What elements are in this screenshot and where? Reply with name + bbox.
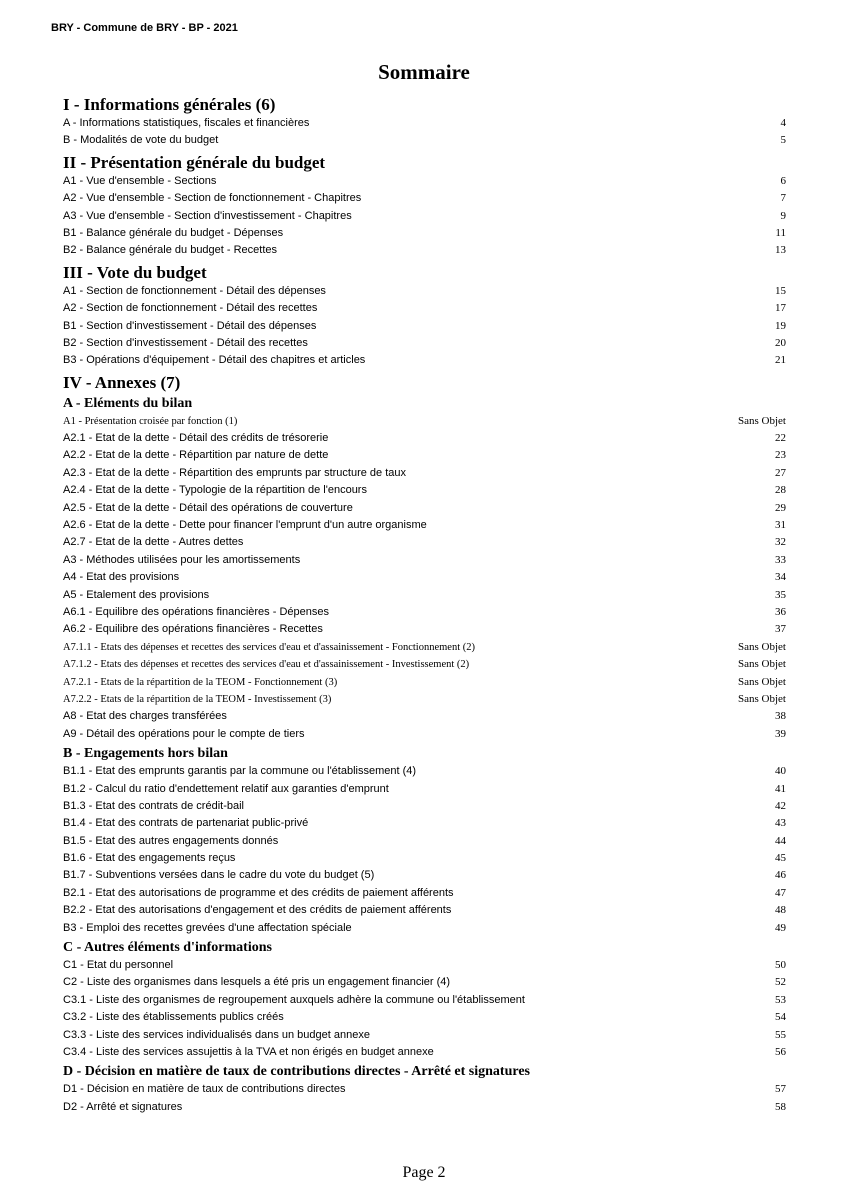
toc-entry-page: 56 (775, 1045, 786, 1058)
toc-entry[interactable] (63, 920, 786, 937)
section-heading: IV - Annexes (7) (63, 372, 181, 392)
toc-entry-page: Sans Objet (738, 692, 786, 705)
toc-entry[interactable] (63, 708, 786, 725)
toc-entry[interactable] (63, 798, 786, 815)
table-of-contents (63, 92, 786, 1116)
toc-entry-label: C2 - Liste des organismes dans lesquels a été pris un engagement financier (4) (63, 976, 451, 989)
toc-entry-page: 49 (775, 921, 786, 934)
toc-entry-label: A2 - Vue d'ensemble - Section de fonctionnement - Chapitres (63, 192, 362, 205)
toc-entry-page: 41 (775, 782, 786, 795)
toc-entry[interactable] (63, 465, 786, 482)
toc-entry-page: 39 (775, 727, 786, 740)
subsection-heading: B - Engagements hors bilan (63, 746, 228, 762)
toc-entry[interactable] (63, 569, 786, 586)
toc-entry-page: 44 (775, 834, 786, 847)
toc-entry-label: A7.2.1 - Etats de la répartition de la TEOM - Fonctionnement (3) (63, 676, 338, 688)
toc-entry[interactable] (63, 534, 786, 551)
toc-entry[interactable] (63, 552, 786, 569)
toc-entry-label: C3.3 - Liste des services individualisés dans un budget annexe (63, 1028, 370, 1041)
toc-entry-label: A2.1 - Etat de la dette - Détail des crédits de trésorerie (63, 432, 329, 445)
toc-entry-page: 27 (775, 466, 786, 479)
toc-entry-label: A6.2 - Equilibre des opérations financières - Recettes (63, 623, 323, 636)
toc-entry-label: A3 - Méthodes utilisées pour les amortissements (63, 553, 301, 566)
toc-entry-label: B2 - Balance générale du budget - Recettes (63, 244, 278, 257)
toc-entry-label: A1 - Section de fonctionnement - Détail des dépenses (63, 284, 326, 297)
toc-entry[interactable] (63, 587, 786, 604)
toc-entry[interactable] (63, 300, 786, 317)
toc-entry-label: B2.2 - Etat des autorisations d'engagement et des crédits de paiement afférents (63, 904, 452, 917)
toc-entry-label: A2 - Section de fonctionnement - Détail des recettes (63, 302, 318, 315)
toc-entry-page: 13 (775, 244, 786, 257)
toc-entry-page: 19 (775, 319, 786, 332)
toc-entry[interactable] (63, 726, 786, 743)
page-title: Sommaire (378, 60, 470, 84)
toc-entry[interactable] (63, 500, 786, 517)
toc-entry[interactable] (63, 656, 786, 673)
toc-entry[interactable] (63, 335, 786, 352)
page-number: Page 2 (402, 1164, 446, 1181)
toc-entry[interactable] (63, 1081, 786, 1098)
toc-entry-label: A2.7 - Etat de la dette - Autres dettes (63, 536, 244, 549)
toc-entry-label: A2.4 - Etat de la dette - Typologie de la répartition de l'encours (63, 484, 367, 497)
section-heading: III - Vote du budget (63, 262, 207, 282)
toc-entry-page: 22 (775, 432, 786, 445)
section-heading: II - Présentation générale du budget (63, 152, 326, 172)
toc-entry-page: 57 (775, 1083, 786, 1096)
toc-entry[interactable] (63, 850, 786, 867)
toc-entry-label: B1 - Section d'investissement - Détail des dépenses (63, 319, 317, 332)
toc-entry[interactable] (63, 225, 786, 242)
toc-entry[interactable] (63, 621, 786, 638)
toc-entry[interactable] (63, 974, 786, 991)
toc-entry-label: A9 - Détail des opérations pour le compte de tiers (63, 727, 305, 740)
toc-entry-page: 9 (780, 209, 786, 222)
toc-entry-page: 52 (775, 976, 786, 989)
toc-entry[interactable] (63, 352, 786, 369)
toc-entry-label: A2.3 - Etat de la dette - Répartition des emprunts par structure de taux (63, 466, 407, 479)
toc-entry[interactable] (63, 992, 786, 1009)
toc-entry-page: 21 (775, 354, 786, 367)
toc-entry-label: C3.1 - Liste des organismes de regroupement auxquels adhère la commune ou l'établissement (63, 993, 525, 1006)
toc-entry[interactable] (63, 517, 786, 534)
toc-entry-label: A1 - Vue d'ensemble - Sections (63, 174, 217, 187)
toc-entry-page: 11 (775, 226, 786, 239)
toc-entry[interactable] (63, 208, 786, 225)
toc-entry[interactable] (63, 132, 786, 149)
toc-entry[interactable] (63, 691, 786, 708)
toc-entry[interactable] (63, 639, 786, 656)
toc-entry[interactable] (63, 833, 786, 850)
toc-entry[interactable] (63, 430, 786, 447)
toc-entry[interactable] (63, 1009, 786, 1026)
toc-entry-label: B2 - Section d'investissement - Détail des recettes (63, 336, 308, 349)
subsection-heading: A - Eléments du bilan (63, 395, 193, 411)
toc-entry-page: 54 (775, 1011, 786, 1024)
toc-entry-label: A1 - Présentation croisée par fonction (1) (63, 415, 238, 427)
toc-entry-label: A5 - Etalement des provisions (63, 588, 210, 601)
toc-entry[interactable] (63, 482, 786, 499)
toc-entry-page: 7 (780, 192, 786, 205)
toc-entry-page: 5 (780, 134, 786, 147)
toc-entry[interactable] (63, 318, 786, 335)
toc-entry[interactable] (63, 173, 786, 190)
toc-entry[interactable] (63, 1027, 786, 1044)
toc-entry-page: 6 (780, 174, 786, 187)
toc-entry-page: 58 (775, 1100, 786, 1113)
toc-entry-page: 17 (775, 302, 786, 315)
toc-entry-label: A - Informations statistiques, fiscales et financières (63, 117, 310, 129)
subsection-heading: C - Autres éléments d'informations (63, 940, 272, 956)
toc-entry[interactable] (63, 242, 786, 259)
toc-entry[interactable] (63, 1099, 786, 1116)
toc-entry-label: A7.2.2 - Etats de la répartition de la TEOM - Investissement (3) (63, 693, 332, 705)
toc-entry-page: 29 (775, 501, 786, 514)
section-heading: I - Informations générales (6) (63, 95, 276, 114)
toc-entry-label: A6.1 - Equilibre des opérations financières - Dépenses (63, 605, 329, 618)
toc-entry-label: B1.1 - Etat des emprunts garantis par la commune ou l'établissement (4) (63, 765, 417, 778)
toc-entry-page: 23 (775, 449, 786, 462)
toc-entry-label: B1.6 - Etat des engagements reçus (63, 852, 236, 865)
toc-entry-label: D2 - Arrêté et signatures (63, 1100, 183, 1113)
toc-entry-page: 42 (775, 799, 786, 812)
toc-entry-page: 35 (775, 588, 786, 601)
toc-entry-page: 45 (775, 852, 786, 865)
toc-entry[interactable] (63, 283, 786, 300)
subsection-heading: D - Décision en matière de taux de contributions directes - Arrêté et signatures (63, 1064, 530, 1080)
toc-entry-page: 28 (775, 484, 786, 497)
toc-entry-page: 38 (775, 710, 786, 723)
toc-entry-page: 55 (775, 1028, 786, 1041)
toc-entry-label: B1.3 - Etat des contrats de crédit-bail (63, 799, 244, 812)
toc-entry-page: 32 (775, 536, 786, 549)
toc-entry-page: Sans Objet (738, 414, 786, 427)
toc-entry-page: 43 (775, 817, 786, 830)
toc-entry-label: B1 - Balance générale du budget - Dépenses (63, 226, 284, 239)
toc-entry-page: 37 (775, 623, 786, 636)
toc-entry-label: A2.5 - Etat de la dette - Détail des opérations de couverture (63, 501, 353, 514)
toc-entry-page: 53 (775, 993, 786, 1006)
toc-entry[interactable] (63, 763, 786, 780)
toc-entry-page: 50 (775, 959, 786, 972)
toc-entry-label: B3 - Emploi des recettes grevées d'une affectation spéciale (63, 921, 352, 934)
toc-entry-page: 33 (775, 553, 786, 566)
toc-entry-page: 46 (775, 869, 786, 882)
toc-entry[interactable] (63, 674, 786, 691)
toc-entry-page: Sans Objet (738, 640, 786, 653)
toc-entry-label: A8 - Etat des charges transférées (63, 710, 227, 723)
toc-entry-page: Sans Objet (738, 675, 786, 688)
toc-entry[interactable] (63, 447, 786, 464)
toc-entry-page: 48 (775, 904, 786, 917)
toc-entry-label: B2.1 - Etat des autorisations de programme et des crédits de paiement afférents (63, 886, 454, 899)
toc-entry-label: D1 - Décision en matière de taux de contributions directes (63, 1083, 346, 1096)
toc-entry-label: A2.6 - Etat de la dette - Dette pour financer l'emprunt d'un autre organisme (63, 519, 427, 532)
toc-entry-page: 36 (775, 605, 786, 618)
toc-entry-label: B1.5 - Etat des autres engagements donnés (63, 834, 279, 847)
toc-entry-page: 20 (775, 336, 786, 349)
toc-entry-label: A7.1.2 - Etats des dépenses et recettes des services d'eau et d'assainissement - Investissement (2) (63, 659, 470, 671)
toc-entry[interactable] (63, 867, 786, 884)
toc-entry-label: B1.4 - Etat des contrats de partenariat public-privé (63, 817, 309, 830)
toc-entry[interactable] (63, 885, 786, 902)
toc-entry-label: B - Modalités de vote du budget (63, 134, 219, 147)
document-header: BRY - Commune de BRY - BP - 2021 (51, 22, 238, 34)
toc-entry-label: A3 - Vue d'ensemble - Section d'investissement - Chapitres (63, 209, 352, 222)
toc-entry-label: A2.2 - Etat de la dette - Répartition par nature de dette (63, 449, 329, 462)
toc-entry[interactable] (63, 115, 786, 132)
toc-entry[interactable] (63, 815, 786, 832)
toc-entry[interactable] (63, 781, 786, 798)
toc-entry-label: B3 - Opérations d'équipement - Détail des chapitres et articles (63, 354, 366, 367)
toc-entry-label: C3.2 - Liste des établissements publics créés (63, 1011, 284, 1024)
toc-entry-page: 34 (775, 571, 786, 584)
toc-entry-page: 40 (775, 765, 786, 778)
toc-entry-page: 4 (780, 117, 786, 129)
toc-entry[interactable] (63, 604, 786, 621)
toc-entry[interactable] (63, 957, 786, 974)
toc-entry-page: 15 (775, 284, 786, 297)
toc-entry-page: Sans Objet (738, 658, 786, 671)
toc-entry-label: B1.7 - Subventions versées dans le cadre du vote du budget (5) (63, 869, 375, 882)
toc-entry-page: 31 (775, 519, 786, 532)
toc-entry-label: B1.2 - Calcul du ratio d'endettement relatif aux garanties d'emprunt (63, 782, 389, 795)
toc-entry-label: A4 - Etat des provisions (63, 571, 180, 584)
toc-entry[interactable] (63, 902, 786, 919)
toc-entry-label: C3.4 - Liste des services assujettis à la TVA et non érigés en budget annexe (63, 1045, 434, 1058)
toc-entry-page: 47 (775, 886, 786, 899)
toc-entry-label: C1 - Etat du personnel (63, 959, 174, 972)
toc-entry[interactable] (63, 190, 786, 207)
toc-entry[interactable] (63, 1044, 786, 1061)
toc-entry[interactable] (63, 413, 786, 430)
toc-entry-label: A7.1.1 - Etats des dépenses et recettes des services d'eau et d'assainissement - Fonctionnement (2) (63, 641, 475, 653)
